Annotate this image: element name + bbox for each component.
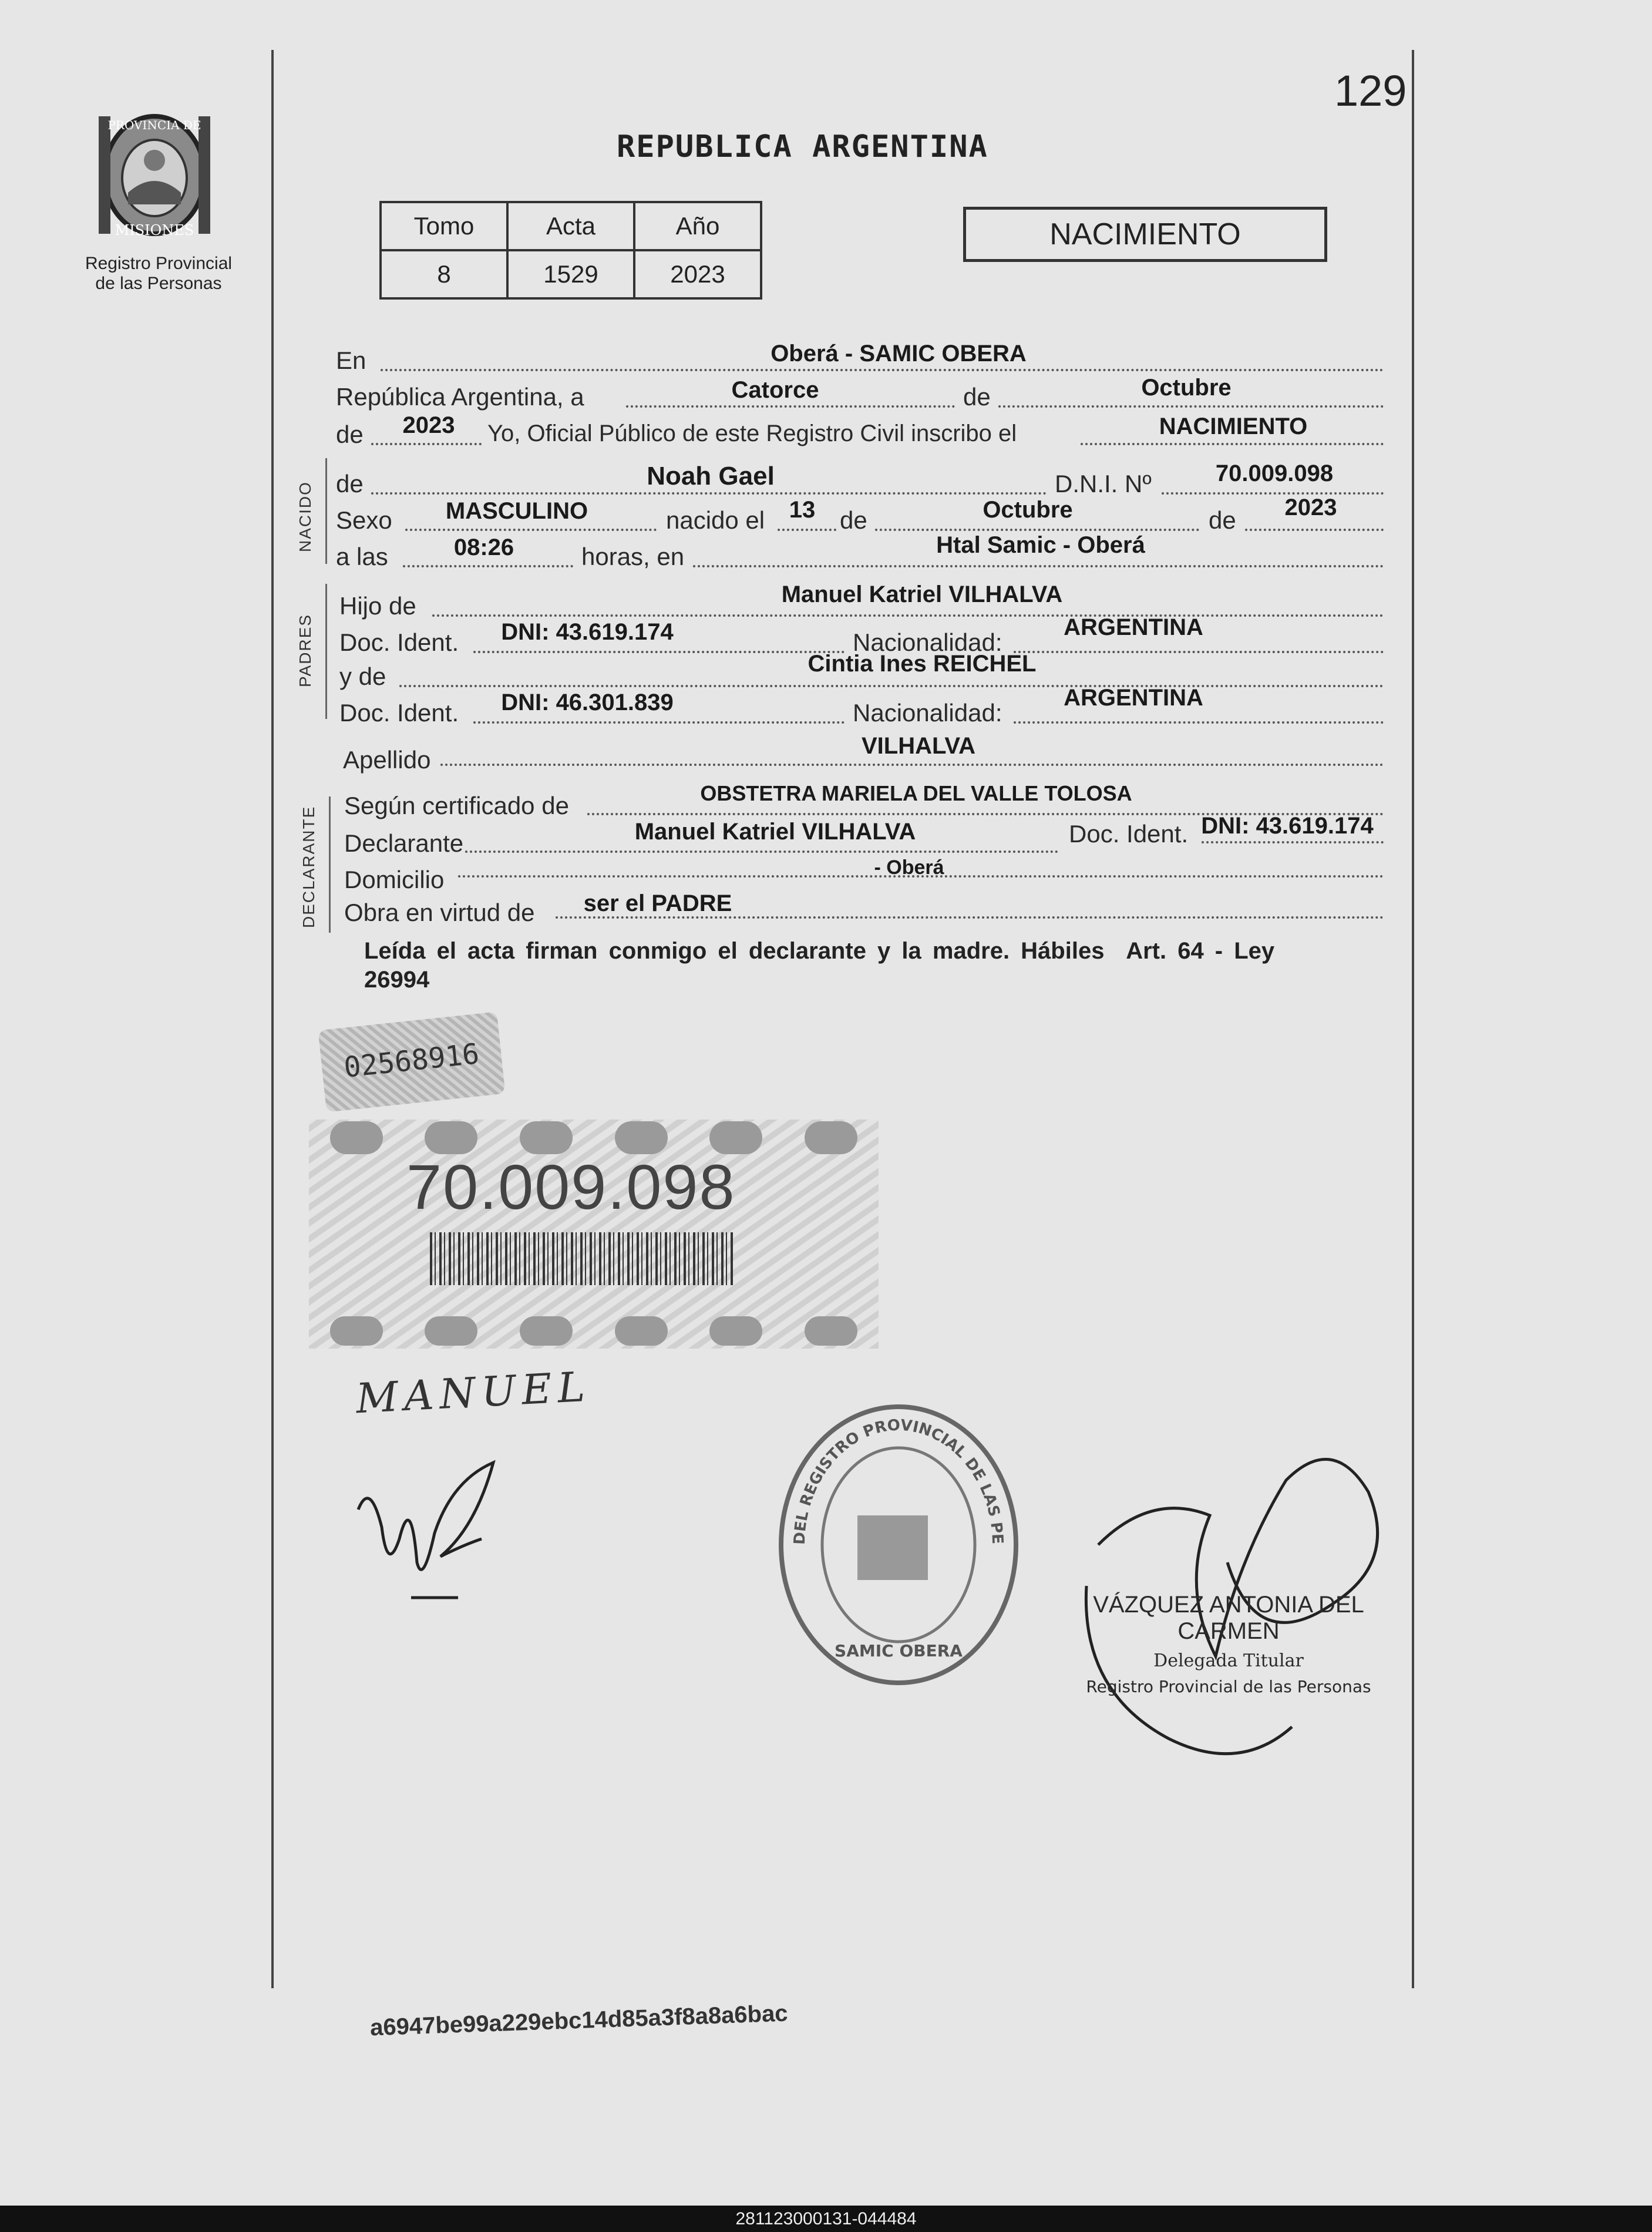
declarante-name: Manuel Katriel VILHALVA (634, 819, 916, 845)
watermark-icon (615, 1316, 668, 1346)
province-seal-logo (87, 105, 222, 251)
tomo-value: 8 (381, 250, 507, 298)
horas-label: horas, en (581, 543, 685, 570)
mother-doc-label: Doc. Ident. (339, 699, 459, 727)
dotted-line (998, 405, 1384, 408)
mother-doc: DNI: 46.301.839 (501, 690, 674, 715)
yo-text: Yo, Oficial Público de este Registro Civil inscribo el (487, 421, 1017, 446)
dotted-line (465, 851, 1058, 853)
watermark-icon (330, 1121, 383, 1154)
watermark-icon (520, 1316, 573, 1346)
nacido-el-label: nacido el (666, 506, 765, 534)
birth-day: 13 (789, 497, 816, 523)
dotted-line (875, 529, 1199, 531)
country-title: REPUBLICA ARGENTINA (617, 129, 988, 164)
declarant-handwritten-name: MANUEL (355, 1362, 592, 1423)
register-table (379, 201, 762, 300)
father-nationality: ARGENTINA (1064, 614, 1203, 640)
dotted-line (1202, 841, 1384, 843)
watermark-icon (520, 1121, 573, 1154)
padres-section-label: PADRES (296, 613, 314, 687)
birth-month: Octubre (983, 497, 1073, 523)
document-hash: a6947be99a229ebc14d85a3f8a8a6bac (369, 2000, 789, 2041)
padres-section-border (325, 584, 327, 719)
watermark-icon (709, 1316, 762, 1346)
acta-header: Acta (507, 202, 634, 250)
org-name-line2: de las Personas (95, 274, 222, 293)
right-margin-line (1412, 50, 1414, 1988)
footer-code: 281123000131-044484 (0, 2206, 1652, 2232)
anio-header: Año (634, 202, 761, 250)
dotted-line (1014, 651, 1384, 653)
a-las-label: a las (336, 543, 388, 570)
seal-text-bottom: MISIONES (115, 222, 194, 238)
mother-nationality: ARGENTINA (1064, 685, 1203, 711)
certificado-label: Según certificado de (344, 792, 569, 819)
official-org: Registro Provincial de las Personas (1086, 1677, 1371, 1696)
dotted-line (381, 369, 1384, 371)
page-number: 129 (1334, 66, 1407, 115)
dotted-line (626, 405, 955, 408)
father-doc: DNI: 43.619.174 (501, 619, 674, 645)
dotted-line (1014, 721, 1384, 724)
father-nationality-label: Nacionalidad: (853, 628, 1002, 656)
mother-nationality-label: Nacionalidad: (853, 699, 1002, 727)
left-margin-line (271, 50, 274, 1988)
watermark-icon (330, 1316, 383, 1346)
closing-note-line1: Leída el acta firman conmigo el declarante y la madre. Hábiles Art. 64 - Ley (364, 938, 1275, 964)
dotted-line (693, 565, 1384, 567)
watermark-icon (425, 1316, 477, 1346)
declarante-section-label: DECLARANTE (300, 805, 318, 928)
closing-note-line2: 26994 (364, 967, 430, 993)
father-name: Manuel Katriel VILHALVA (781, 581, 1063, 607)
barcode (430, 1232, 735, 1285)
round-seal-text: DEL REGISTRO PROVINCIAL DE LAS PE (790, 1416, 1007, 1545)
certificate-value: OBSTETRA MARIELA DEL VALLE TOLOSA (700, 781, 1132, 805)
domicilio-value: - Oberá (874, 856, 944, 879)
tomo-header: Tomo (381, 202, 507, 250)
inscription-type: NACIMIENTO (1159, 414, 1308, 439)
acta-value: 1529 (507, 250, 634, 298)
de-label-3: de (1209, 506, 1236, 534)
seal-text-top: PROVINCIA DE (107, 118, 201, 132)
official-role: Delegada Titular (1153, 1651, 1304, 1671)
watermark-icon (805, 1316, 857, 1346)
org-name: Registro Provincial (85, 254, 233, 273)
org-name-block (59, 254, 258, 294)
obra-value: ser el PADRE (583, 890, 732, 916)
watermark-icon (805, 1121, 857, 1154)
nacido-section-border (325, 458, 327, 564)
declarante-doc-label: Doc. Ident. (1069, 820, 1189, 848)
year-value: 2023 (402, 412, 455, 438)
nacido-section-label: NACIDO (296, 481, 314, 552)
republica-label: República Argentina, a (336, 383, 584, 411)
nacido-de-label: de (336, 470, 364, 498)
father-doc-label: Doc. Ident. (339, 628, 459, 656)
dotted-line (405, 529, 657, 531)
serial-number: 02568916 (342, 1037, 481, 1084)
sexo-value: MASCULINO (445, 498, 588, 524)
en-label: En (336, 347, 366, 374)
dotted-line (473, 651, 844, 653)
hijo-de-label: Hijo de (339, 592, 416, 620)
anio-value: 2023 (634, 250, 761, 298)
sticker-bottom-pattern (309, 1313, 879, 1349)
declarante-section-border (329, 796, 331, 933)
dotted-line (371, 443, 482, 445)
dotted-line (403, 565, 573, 567)
y-de-label: y de (339, 663, 386, 690)
dotted-line (371, 492, 1047, 495)
sexo-label: Sexo (336, 506, 392, 534)
child-name: Noah Gael (647, 462, 775, 490)
id-sticker (309, 1120, 879, 1349)
watermark-icon (425, 1121, 477, 1154)
official-name: VÁZQUEZ ANTONIA DEL CARMEN (1093, 1592, 1364, 1644)
obra-label: Obra en virtud de (344, 899, 535, 926)
round-seal-center: SAMIC OBERA (835, 1641, 963, 1660)
dotted-line (399, 685, 1384, 687)
round-official-seal (769, 1398, 1028, 1692)
apellido-label: Apellido (343, 746, 431, 774)
day-value: Catorce (731, 377, 819, 403)
dotted-line (432, 614, 1384, 617)
official-name-stamp (1064, 1592, 1393, 1696)
dotted-line (440, 764, 1384, 766)
domicilio-label: Domicilio (344, 866, 445, 893)
watermark-icon (615, 1121, 668, 1154)
mother-name: Cintia Ines REICHEL (808, 651, 1037, 677)
month-value: Octubre (1141, 375, 1232, 401)
birth-year: 2023 (1284, 495, 1337, 520)
sticker-number: 70.009.098 (406, 1151, 736, 1222)
declarante-label: Declarante (344, 829, 464, 857)
de-label-2: de (840, 506, 867, 534)
declarant-signature (346, 1457, 523, 1609)
dotted-line (1162, 492, 1384, 495)
dotted-line (1081, 443, 1384, 445)
dotted-line (1245, 529, 1384, 531)
birth-place: Htal Samic - Oberá (936, 532, 1145, 558)
child-dni: 70.009.098 (1215, 460, 1334, 486)
dotted-line (473, 721, 844, 724)
watermark-icon (709, 1121, 762, 1154)
de-label: de (963, 383, 991, 411)
closing-note (364, 933, 1398, 993)
birth-time: 08:26 (453, 535, 514, 560)
apellido-value: VILHALVA (861, 733, 976, 759)
dni-label: D.N.I. Nº (1055, 470, 1152, 498)
act-type-box: NACIMIENTO (963, 207, 1327, 262)
place-value: Oberá - SAMIC OBERA (771, 341, 1027, 367)
declarante-doc: DNI: 43.619.174 (1201, 813, 1374, 839)
de-year-label: de (336, 421, 364, 448)
dotted-line (778, 529, 836, 531)
